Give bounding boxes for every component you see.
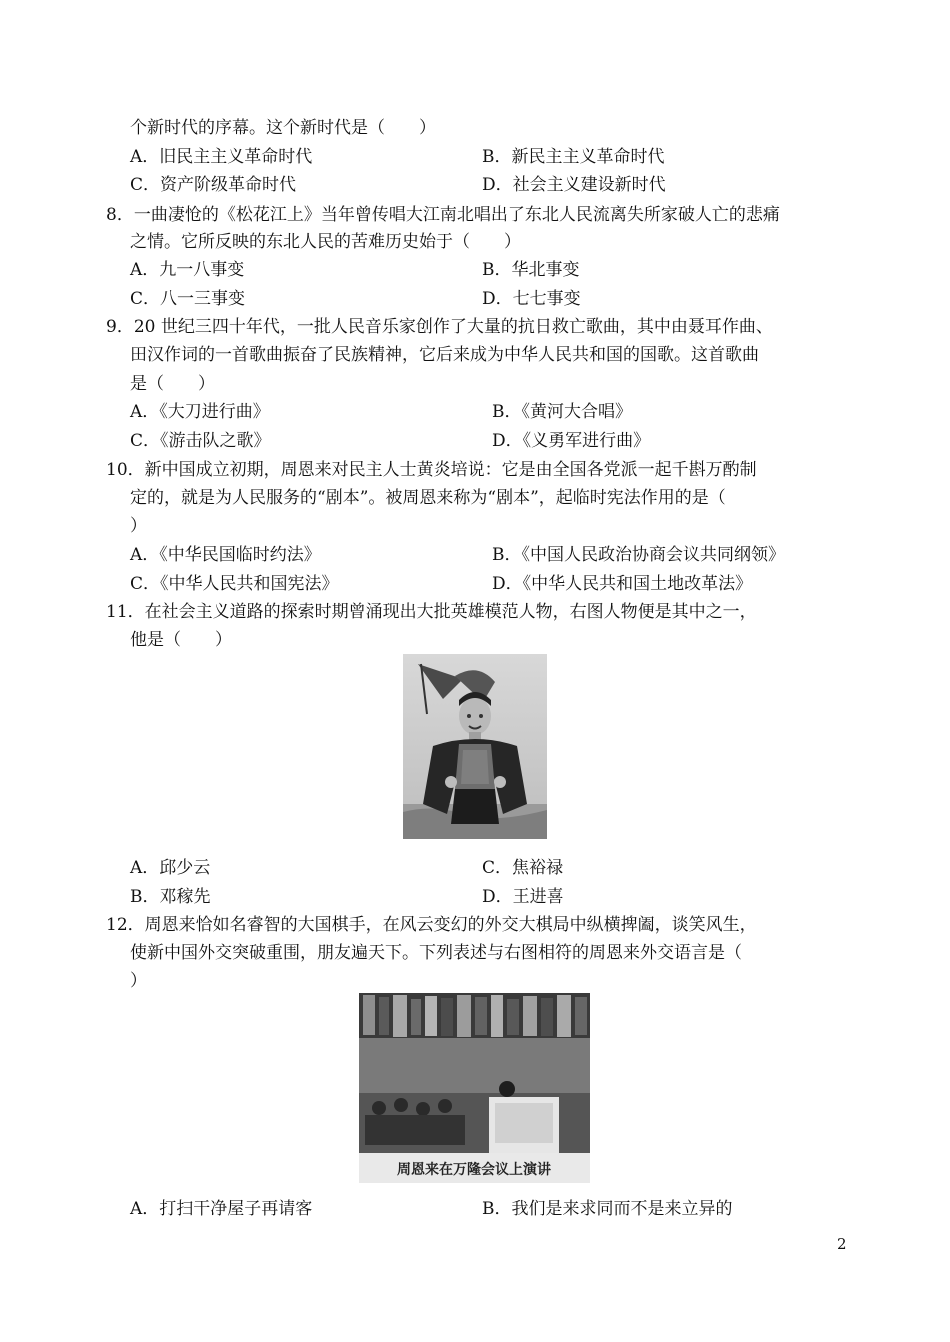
q10-option-b: B．《中国人民政治协商会议共同纲领》 [492, 545, 785, 565]
bandung-conference-photo [359, 993, 590, 1183]
q8-option-d: D．七七事变 [482, 289, 581, 309]
q11-stem-line2: 他是（ ） [130, 630, 232, 650]
q12-stem-line3: ） [130, 971, 147, 991]
q8-option-c: C．八一三事变 [130, 289, 246, 309]
q10-option-c: C．《中华人民共和国宪法》 [130, 574, 339, 594]
hero-portrait-illustration [403, 654, 547, 839]
q11-stem-line1: 11．在社会主义道路的探索时期曾涌现出大批英雄模范人物，右图人物便是其中之一， [106, 602, 757, 622]
q9-option-c: C．《游击队之歌》 [130, 431, 271, 451]
q7-option-a: A．旧民主主义革命时代 [130, 147, 313, 167]
bandung-conference-illustration [359, 993, 590, 1183]
photo-caption: 周恩来在万隆会议上演讲 [397, 1162, 551, 1178]
q9-option-d: D．《义勇军进行曲》 [492, 431, 651, 451]
q9-stem-line2: 田汉作词的一首歌曲振奋了民族精神，它后来成为中华人民共和国的国歌。这首歌曲 [130, 345, 759, 365]
q7-option-c: C．资产阶级革命时代 [130, 175, 297, 195]
q9-option-b: B．《黄河大合唱》 [492, 402, 632, 422]
q7-option-b: B．新民主主义革命时代 [482, 147, 665, 167]
q11-option-b: B．邓稼先 [130, 887, 211, 907]
q10-option-d: D．《中华人民共和国土地改革法》 [492, 574, 753, 594]
q10-stem-line1: 10．新中国成立初期，周恩来对民主人士黄炎培说：它是由全国各党派一起千斟万酌制 [106, 460, 757, 480]
hero-portrait-photo [403, 654, 547, 839]
page-number: 2 [837, 1235, 847, 1253]
q8-stem-line2: 之情。它所反映的东北人民的苦难历史始于（ ） [130, 232, 521, 252]
q10-stem-line3: ） [130, 516, 147, 536]
q12-option-a: A．打扫干净屋子再请客 [130, 1199, 313, 1219]
q9-stem-line3: 是（ ） [130, 374, 215, 394]
q10-option-a: A．《中华民国临时约法》 [130, 545, 321, 565]
q11-option-d: D．王进喜 [482, 887, 564, 907]
q9-option-a: A．《大刀进行曲》 [130, 402, 270, 422]
q11-option-c: C．焦裕禄 [482, 858, 564, 878]
q8-stem-line1: 8．一曲凄怆的《松花江上》当年曾传唱大江南北唱出了东北人民流离失所家破人亡的悲痛 [106, 205, 780, 225]
q12-option-b: B．我们是来求同而不是来立异的 [482, 1199, 733, 1219]
q11-option-a: A．邱少云 [130, 858, 211, 878]
q9-stem-line1: 9．20 世纪三四十年代，一批人民音乐家创作了大量的抗日救亡歌曲，其中由聂耳作曲、 [106, 317, 773, 337]
q7-option-d: D．社会主义建设新时代 [482, 175, 666, 195]
q12-stem-line1: 12．周恩来恰如名睿智的大国棋手，在风云变幻的外交大棋局中纵横捭阖，谈笑风生， [106, 915, 757, 935]
q10-stem-line2: 定的，就是为人民服务的“剧本”。被周恩来称为“剧本”，起临时宪法作用的是（ [130, 488, 726, 508]
q12-stem-line2: 使新中国外交突破重围，朋友遍天下。下列表述与右图相符的周恩来外交语言是（ [130, 943, 742, 963]
q7-stem: 个新时代的序幕。这个新时代是（ ） [130, 118, 436, 138]
q8-option-a: A．九一八事变 [130, 260, 245, 280]
q8-option-b: B．华北事变 [482, 260, 580, 280]
